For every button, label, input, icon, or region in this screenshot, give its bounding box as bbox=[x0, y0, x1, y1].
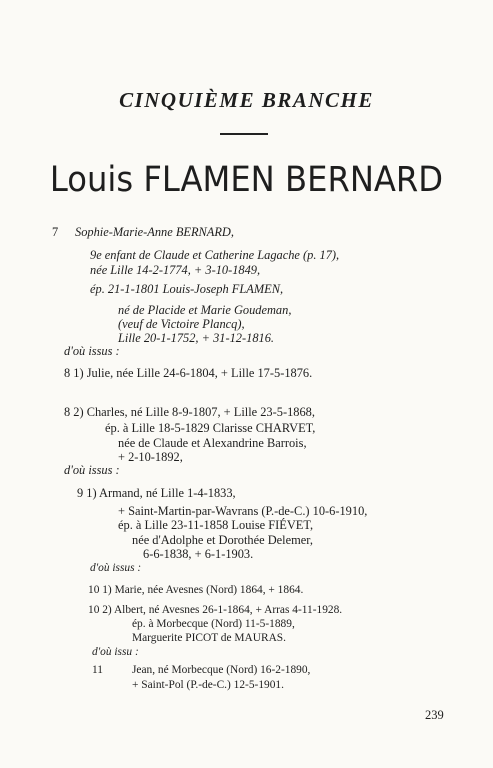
genealogy-line: ép. à Morbecque (Nord) 11-5-1889, bbox=[132, 618, 295, 630]
generation-number: 11 bbox=[92, 664, 103, 676]
offspring-label: d'où issus : bbox=[64, 463, 120, 477]
genealogy-entry: 8 1) Julie, née Lille 24-6-1804, + Lille 17-5-1876. bbox=[64, 366, 313, 380]
genealogy-entry: 8 2) Charles, né Lille 8-9-1807, + Lille 23-5-1868, bbox=[64, 405, 315, 419]
genealogy-entry: 9 1) Armand, né Lille 1-4-1833, bbox=[77, 486, 236, 500]
genealogy-line: Lille 20-1-1752, + 31-12-1816. bbox=[118, 331, 275, 345]
genealogy-line: 6-6-1838, + 6-1-1903. bbox=[143, 547, 254, 561]
genealogy-line: + Saint-Pol (P.-de-C.) 12-5-1901. bbox=[132, 679, 284, 691]
genealogy-line: née d'Adolphe et Dorothée Delemer, bbox=[132, 533, 313, 547]
genealogy-line: né de Placide et Marie Goudeman, bbox=[118, 303, 292, 317]
title-divider bbox=[220, 133, 268, 135]
genealogy-entry: 10 2) Albert, né Avesnes 26-1-1864, + Arras 4-11-1928. bbox=[88, 604, 343, 616]
offspring-label: d'où issus : bbox=[90, 562, 142, 574]
genealogy-line: (veuf de Victoire Plancq), bbox=[118, 317, 245, 331]
genealogy-entry: Jean, né Morbecque (Nord) 16-2-1890, bbox=[132, 664, 311, 676]
offspring-label: d'où issus : bbox=[64, 344, 120, 358]
section-title: CINQUIÈME BRANCHE bbox=[119, 88, 374, 112]
genealogy-line: + Saint-Martin-par-Wavrans (P.-de-C.) 10-6-1910, bbox=[118, 504, 368, 518]
page-number: 239 bbox=[425, 708, 444, 722]
page-title: Louis FLAMEN BERNARD bbox=[49, 160, 444, 200]
genealogy-line: ép. à Lille 23-11-1858 Louise FIÉVET, bbox=[118, 518, 314, 532]
genealogy-entry: 10 1) Marie, née Avesnes (Nord) 1864, + 1864. bbox=[88, 584, 304, 596]
genealogy-line: née Lille 14-2-1774, + 3-10-1849, bbox=[90, 263, 261, 277]
generation-number: 7 bbox=[52, 225, 59, 239]
genealogy-line: ép. à Lille 18-5-1829 Clarisse CHARVET, bbox=[105, 421, 316, 435]
offspring-label: d'où issu : bbox=[92, 646, 139, 658]
genealogy-line: née de Claude et Alexandrine Barrois, bbox=[118, 436, 307, 450]
genealogy-line: 9e enfant de Claude et Catherine Lagache (p. 17), bbox=[90, 248, 340, 262]
person-name: Sophie-Marie-Anne BERNARD, bbox=[75, 225, 234, 239]
genealogy-line: + 2-10-1892, bbox=[118, 450, 183, 464]
genealogy-line: ép. 21-1-1801 Louis-Joseph FLAMEN, bbox=[90, 282, 284, 296]
genealogy-line: Marguerite PICOT de MAURAS. bbox=[132, 632, 286, 644]
